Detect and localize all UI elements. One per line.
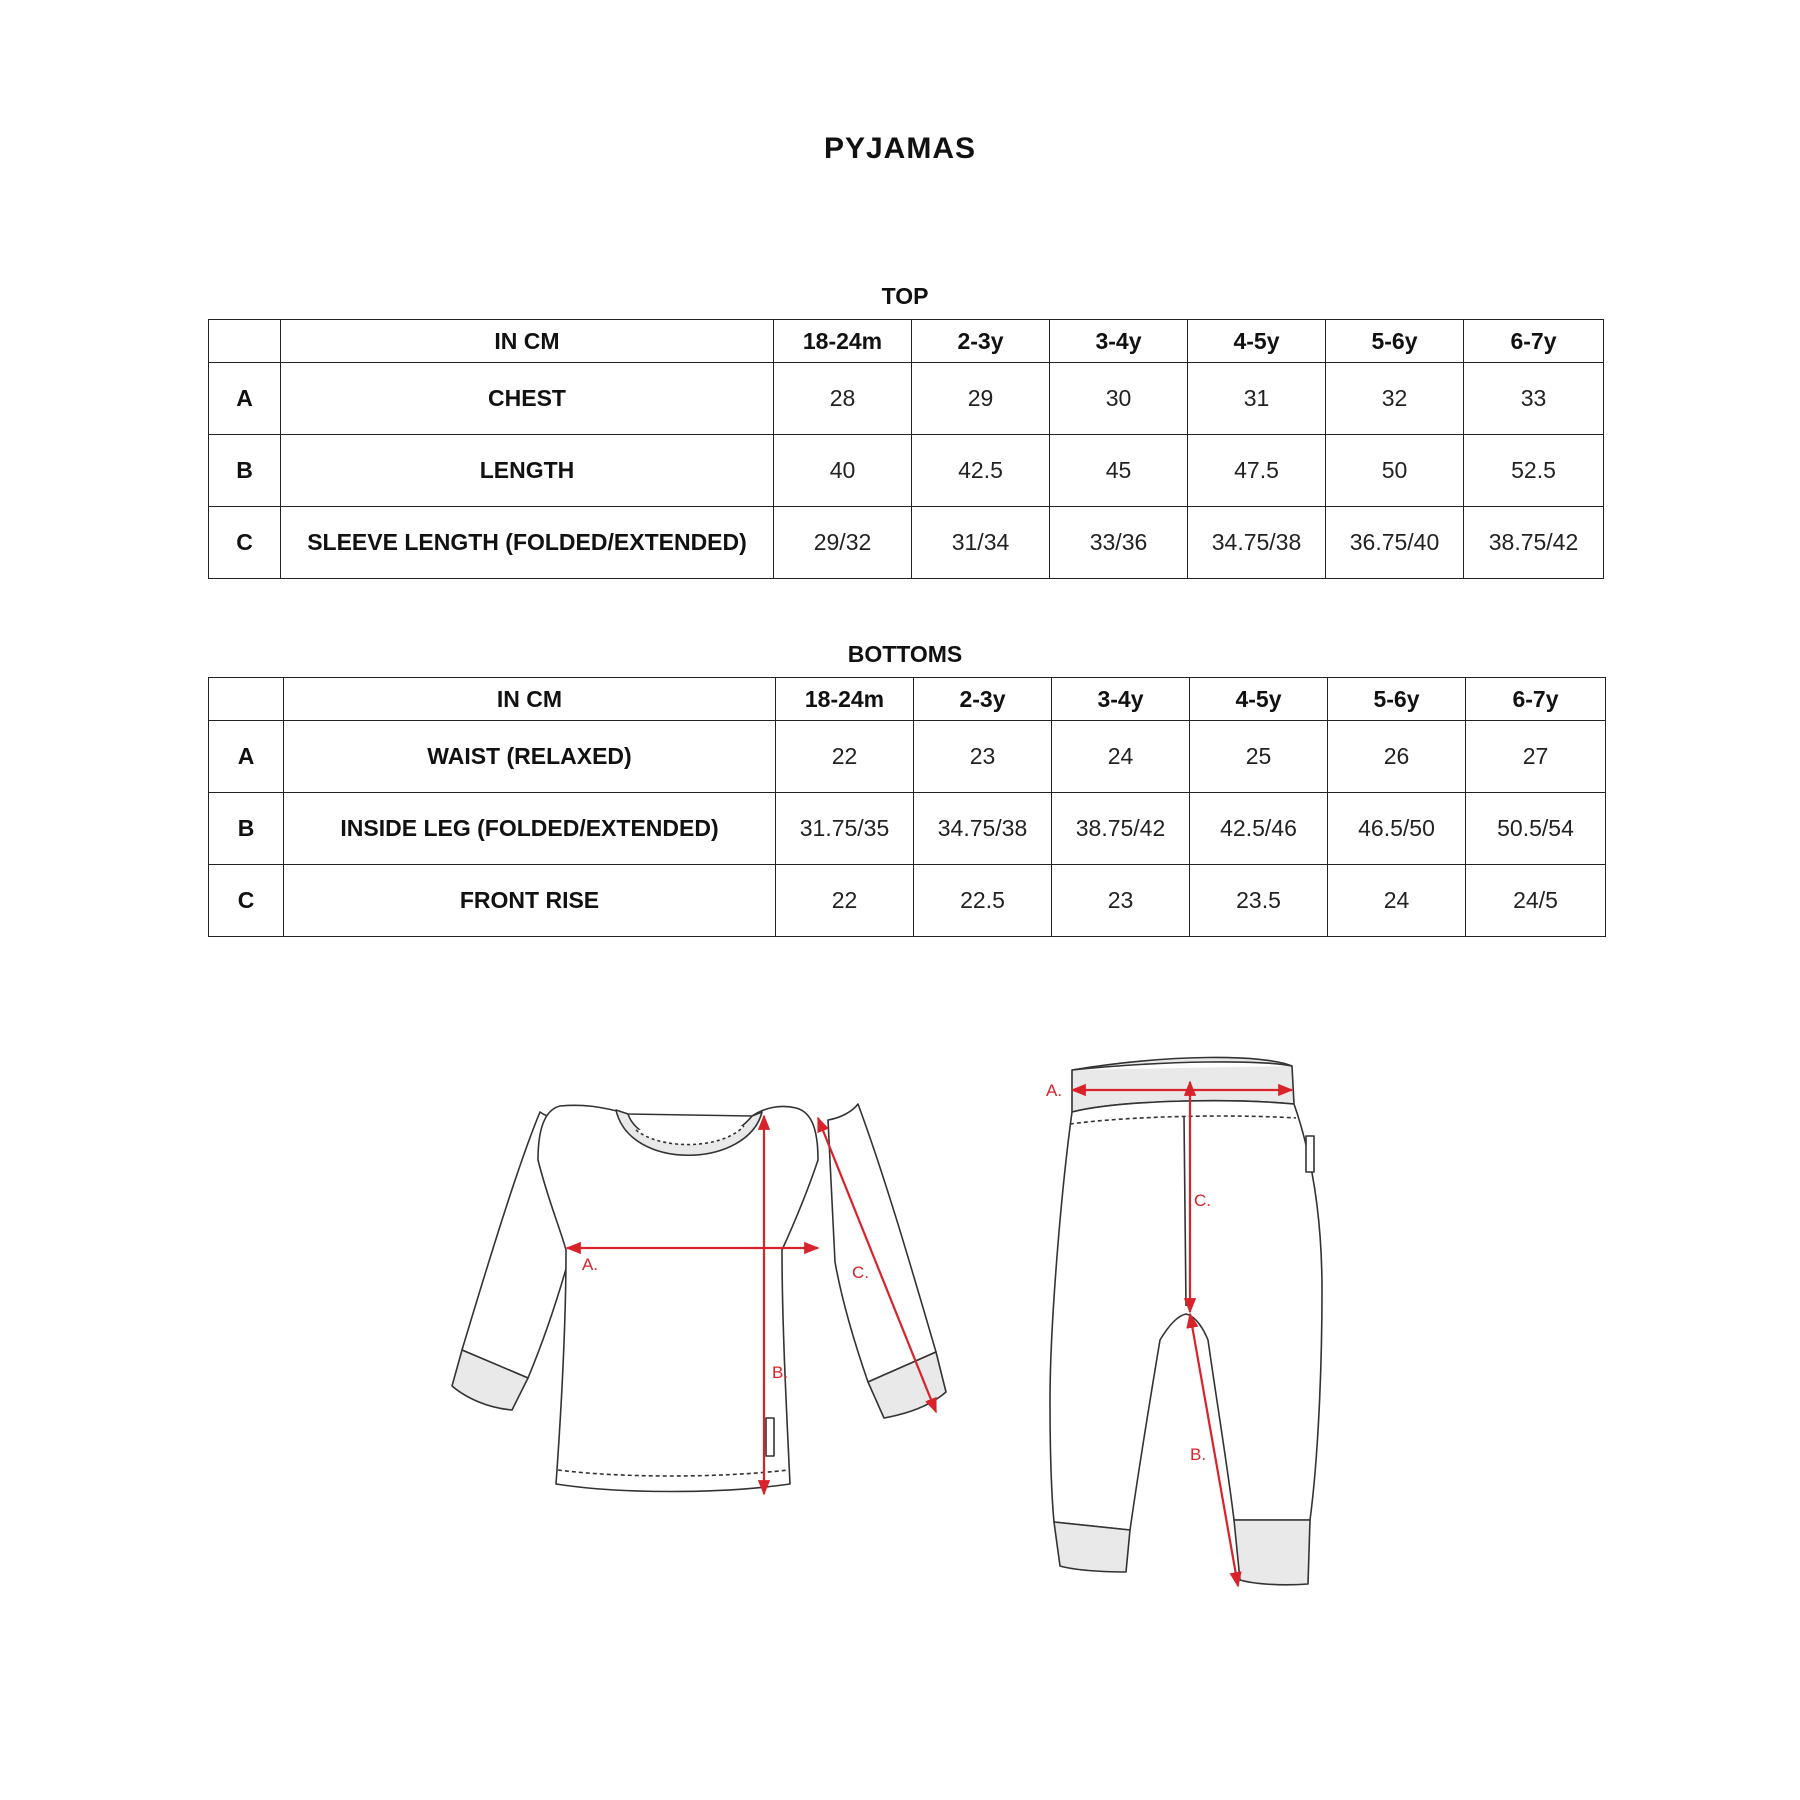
trouser-legs bbox=[1050, 1101, 1322, 1530]
size-header: 2-3y bbox=[912, 320, 1050, 363]
top-label-c: C. bbox=[852, 1263, 869, 1282]
table-cell: 52.5 bbox=[1464, 435, 1604, 507]
shirt-body bbox=[538, 1105, 818, 1491]
row-label: LENGTH bbox=[281, 435, 774, 507]
table-cell: 33 bbox=[1464, 363, 1604, 435]
table-cell: 23 bbox=[1052, 865, 1190, 937]
size-header: 18-24m bbox=[776, 678, 914, 721]
top-garment-drawing bbox=[452, 1104, 946, 1492]
table-cell: 46.5/50 bbox=[1328, 793, 1466, 865]
table-cell: 27 bbox=[1466, 721, 1606, 793]
row-letter: B bbox=[209, 793, 284, 865]
table-cell: 32 bbox=[1326, 363, 1464, 435]
row-label: FRONT RISE bbox=[284, 865, 776, 937]
table-cell: 33/36 bbox=[1050, 507, 1188, 579]
table-cell: 25 bbox=[1190, 721, 1328, 793]
size-header: 5-6y bbox=[1326, 320, 1464, 363]
table-cell: 50.5/54 bbox=[1466, 793, 1606, 865]
size-header: 6-7y bbox=[1466, 678, 1606, 721]
row-letter: A bbox=[209, 721, 284, 793]
bottoms-label-c: C. bbox=[1194, 1191, 1211, 1210]
row-label: SLEEVE LENGTH (FOLDED/EXTENDED) bbox=[281, 507, 774, 579]
size-header: 4-5y bbox=[1188, 320, 1326, 363]
table-cell: 29/32 bbox=[774, 507, 912, 579]
table-cell: 23 bbox=[914, 721, 1052, 793]
row-label: INSIDE LEG (FOLDED/EXTENDED) bbox=[284, 793, 776, 865]
top-label-b: B. bbox=[772, 1363, 789, 1382]
size-header: 5-6y bbox=[1328, 678, 1466, 721]
table-cell: 42.5 bbox=[912, 435, 1050, 507]
left-leg-cuff bbox=[1054, 1522, 1130, 1572]
table-cell: 42.5/46 bbox=[1190, 793, 1328, 865]
table-cell: 45 bbox=[1050, 435, 1188, 507]
table-cell: 28 bbox=[774, 363, 912, 435]
table-cell: 23.5 bbox=[1190, 865, 1328, 937]
right-sleeve bbox=[828, 1104, 936, 1382]
unit-header: IN CM bbox=[281, 320, 774, 363]
table-cell: 30 bbox=[1050, 363, 1188, 435]
table-cell: 36.75/40 bbox=[1326, 507, 1464, 579]
size-header: 6-7y bbox=[1464, 320, 1604, 363]
bottoms-label-b: B. bbox=[1190, 1445, 1207, 1464]
table-cell: 22 bbox=[776, 865, 914, 937]
table-cell: 31.75/35 bbox=[776, 793, 914, 865]
table-cell: 40 bbox=[774, 435, 912, 507]
table-cell: 24 bbox=[1052, 721, 1190, 793]
table-cell: 38.75/42 bbox=[1052, 793, 1190, 865]
size-header: 2-3y bbox=[914, 678, 1052, 721]
table-cell: 24/5 bbox=[1466, 865, 1606, 937]
table-cell: 22.5 bbox=[914, 865, 1052, 937]
table-cell: 34.75/38 bbox=[1188, 507, 1326, 579]
row-label: WAIST (RELAXED) bbox=[284, 721, 776, 793]
size-header: 18-24m bbox=[774, 320, 912, 363]
bottoms-garment-drawing bbox=[1050, 1057, 1322, 1584]
page-title: PYJAMAS bbox=[823, 132, 977, 165]
table-cell: 29 bbox=[912, 363, 1050, 435]
table-cell: 50 bbox=[1326, 435, 1464, 507]
row-label: CHEST bbox=[281, 363, 774, 435]
top-section-title: TOP bbox=[881, 283, 929, 309]
table-cell: 34.75/38 bbox=[914, 793, 1052, 865]
row-letter: C bbox=[209, 507, 281, 579]
unit-header: IN CM bbox=[284, 678, 776, 721]
table-cell: 26 bbox=[1328, 721, 1466, 793]
table-cell: 31 bbox=[1188, 363, 1326, 435]
shirt-label-tag bbox=[766, 1418, 774, 1456]
table-cell: 38.75/42 bbox=[1464, 507, 1604, 579]
size-header: 3-4y bbox=[1052, 678, 1190, 721]
table-cell: 22 bbox=[776, 721, 914, 793]
bottoms-label-a: A. bbox=[1046, 1081, 1063, 1100]
row-letter: A bbox=[209, 363, 281, 435]
bottoms-section-title: BOTTOMS bbox=[847, 641, 963, 667]
table-cell: 24 bbox=[1328, 865, 1466, 937]
right-leg-cuff bbox=[1234, 1520, 1310, 1585]
size-header: 4-5y bbox=[1190, 678, 1328, 721]
row-letter: B bbox=[209, 435, 281, 507]
table-cell: 47.5 bbox=[1188, 435, 1326, 507]
trouser-label-tag bbox=[1306, 1136, 1314, 1172]
table-cell: 31/34 bbox=[912, 507, 1050, 579]
row-letter: C bbox=[209, 865, 284, 937]
top-label-a: A. bbox=[582, 1255, 599, 1274]
size-header: 3-4y bbox=[1050, 320, 1188, 363]
